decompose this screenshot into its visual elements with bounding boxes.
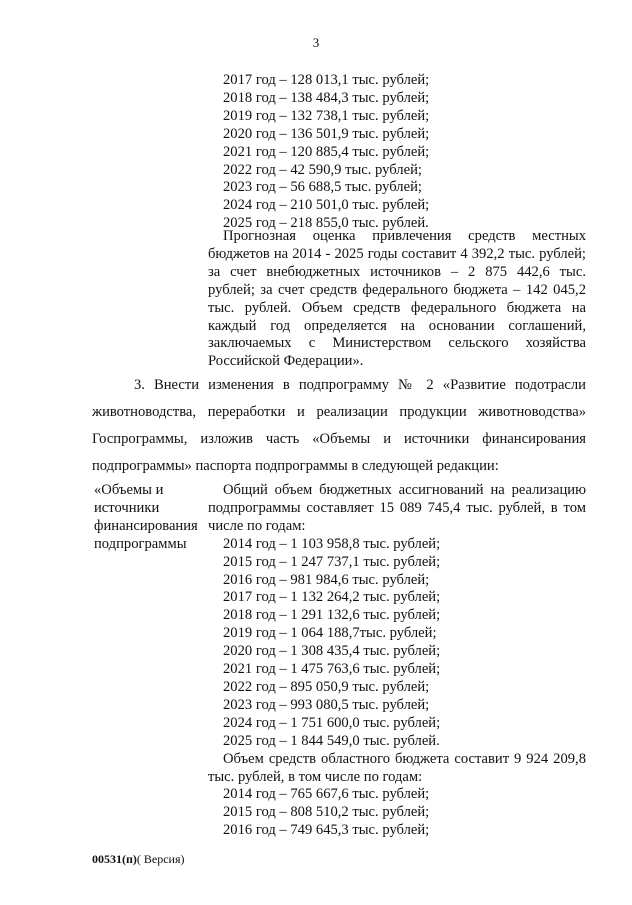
- label-line: источники: [94, 499, 160, 516]
- list-item: 2023 год – 993 080,5 тыс. рублей;: [223, 696, 430, 713]
- list-item: 2020 год – 1 308 435,4 тыс. рублей;: [223, 643, 441, 660]
- list-item: 2017 год – 1 132 264,2 тыс. рублей;: [223, 589, 441, 606]
- item-3-block: [92, 372, 586, 480]
- financing-content-column: [208, 482, 586, 840]
- forecast-paragraph: Прогнозная оценка привлечения средств местных бюджетов на 2014 - 2025 годы составит 4 392,2 тыс. рублей; за счет внебюджетных источников – 2 875 442,6 тыс. рублей; за счет средств федерального бюджета – 142 045,2 тыс. рублей. Объем средств федерального бюджета на каждый год определяется на основании соглашений, заключаемых с Министерством сельского хозяйства Российской Федерации».: [208, 228, 586, 370]
- document-footer: [92, 851, 185, 869]
- list-item: 2024 год – 1 751 600,0 тыс. рублей;: [223, 714, 441, 731]
- label-line: подпрограммы: [94, 535, 187, 552]
- label-line: финансирования: [94, 517, 198, 534]
- regional-paragraph: Объем средств областного бюджета составит 9 924 209,8 тыс. рублей, в том числе по годам:: [208, 750, 586, 785]
- financing-label-column: [94, 482, 206, 554]
- total-years-list: [208, 536, 586, 751]
- document-version: ( Версия): [136, 852, 185, 866]
- list-item: 2025 год – 1 844 549,0 тыс. рублей.: [223, 732, 440, 749]
- list-item: 2025 год – 218 855,0 тыс. рублей.: [223, 215, 429, 232]
- list-item: 2020 год – 136 501,9 тыс. рублей;: [223, 125, 430, 142]
- top-years-list: [223, 72, 429, 233]
- list-item: 2015 год – 1 247 737,1 тыс. рублей;: [223, 553, 441, 570]
- list-item: 2019 год – 132 738,1 тыс. рублей;: [223, 107, 430, 124]
- list-item: 2015 год – 808 510,2 тыс. рублей;: [223, 804, 430, 821]
- regional-years-list: [208, 786, 586, 840]
- document-code: 00531(п): [92, 852, 137, 866]
- item-3-paragraph: 3. Внести изменения в подпрограмму № 2 «Развитие подотрасли животноводства, переработки и реализации продукции животноводства» Госпрограммы, изложив часть «Объемы и источники финансирования подпрограммы» паспорта подпрограммы в следующей редакции:: [92, 377, 586, 474]
- list-item: 2014 год – 1 103 958,8 тыс. рублей;: [223, 535, 441, 552]
- list-item: 2019 год – 1 064 188,7тыс. рублей;: [223, 625, 437, 642]
- list-item: 2022 год – 42 590,9 тыс. рублей;: [223, 161, 422, 178]
- total-paragraph: Общий объем бюджетных ассигнований на реализацию подпрограммы составляет 15 089 745,4 тыс. рублей, в том числе по годам:: [208, 482, 586, 534]
- list-item: 2016 год – 749 645,3 тыс. рублей;: [223, 822, 430, 839]
- list-item: 2021 год – 120 885,4 тыс. рублей;: [223, 143, 430, 160]
- forecast-block: [208, 228, 586, 371]
- list-item: 2023 год – 56 688,5 тыс. рублей;: [223, 179, 422, 196]
- list-item: 2021 год – 1 475 763,6 тыс. рублей;: [223, 661, 441, 678]
- list-item: 2016 год – 981 984,6 тыс. рублей;: [223, 571, 430, 588]
- label-line: «Объемы и: [94, 482, 164, 498]
- page-number: 3: [312, 35, 320, 50]
- list-item: 2017 год – 128 013,1 тыс. рублей;: [223, 72, 430, 88]
- list-item: 2024 год – 210 501,0 тыс. рублей;: [223, 197, 430, 214]
- list-item: 2018 год – 1 291 132,6 тыс. рублей;: [223, 607, 441, 624]
- list-item: 2014 год – 765 667,6 тыс. рублей;: [223, 786, 430, 803]
- list-item: 2018 год – 138 484,3 тыс. рублей;: [223, 89, 430, 106]
- list-item: 2022 год – 895 050,9 тыс. рублей;: [223, 678, 430, 695]
